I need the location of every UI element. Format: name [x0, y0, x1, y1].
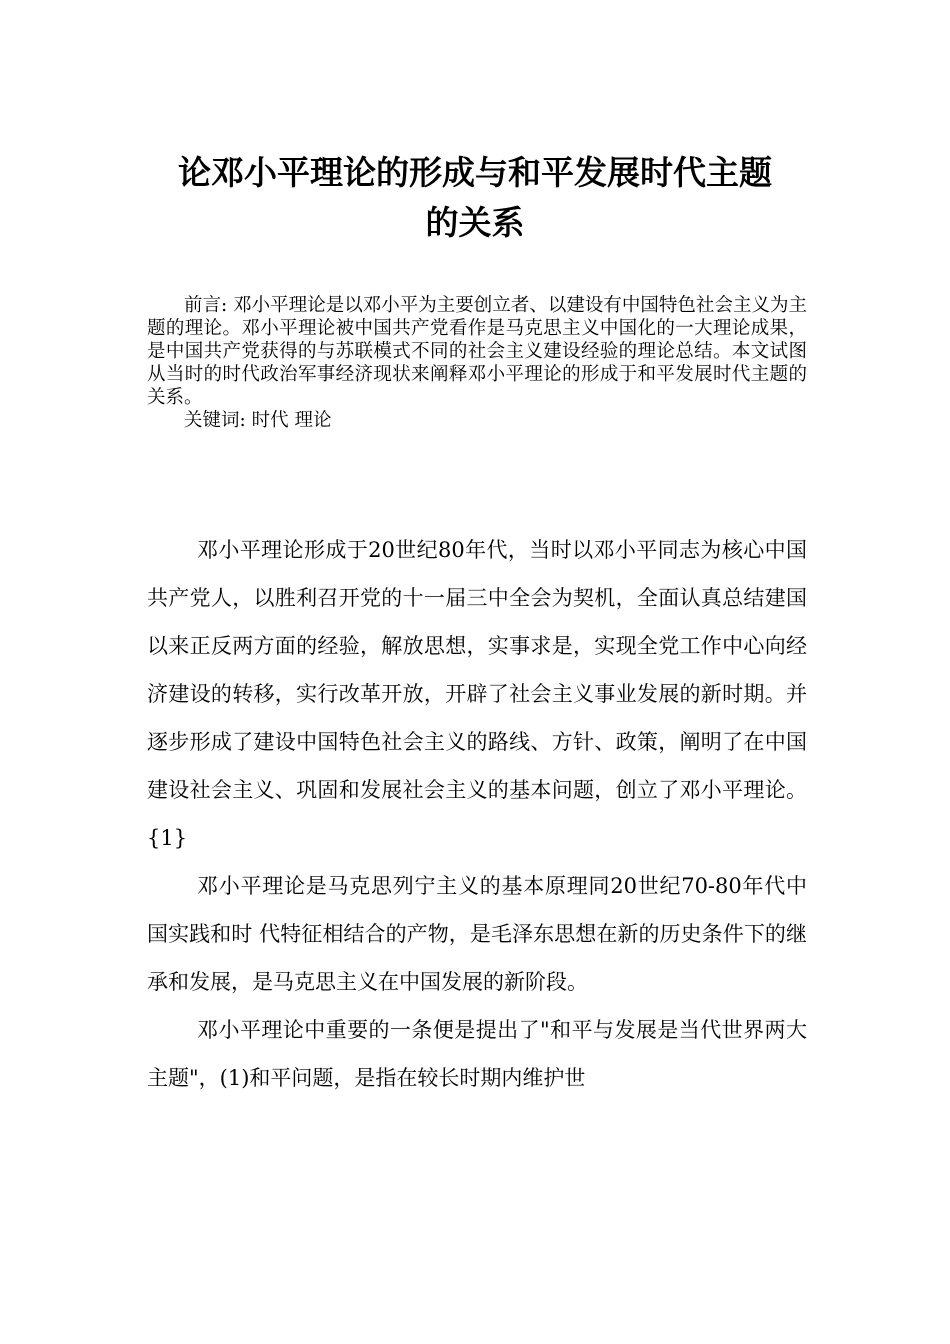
body-paragraph: 邓小平理论中重要的一条便是提出了"和平与发展是当代世界两大主题"，(1)和平问题，是指在较长时期内维护世: [147, 1018, 807, 1090]
body-text: [147, 526, 807, 1102]
abstract-text: 前言: 邓小平理论是以邓小平为主要创立者、以建设有中国特色社会主义为主题的理论。邓小平理论被中国共产党看作是马克思主义中国化的一大理论成果，是中国共产党获得的与苏联模式不同的社会主义建设经验的理论总结。本文试图从当时的时代政治军事经济现状来阐释邓小平理论的形成于和平发展时代主题的关系。: [147, 295, 807, 408]
title-line-2: 的关系: [425, 203, 525, 242]
title-line-1: 论邓小平理论的形成与和平发展时代主题: [178, 153, 772, 192]
body-paragraph: 邓小平理论是马克思列宁主义的基本原理同20世纪70-80年代中国实践和时 代特征相结合的产物，是毛泽东思想在新的历史条件下的继承和发展，是马克思主义在中国发展的新阶段。: [147, 874, 807, 994]
document-title: [140, 148, 810, 248]
body-paragraph: 邓小平理论形成于20世纪80年代，当时以邓小平同志为核心中国共产党人，以胜利召开党的十一届三中全会为契机，全面认真总结建国以来正反两方面的经验，解放思想，实事求是，实现全党工作中心向经济建设的转移，实行改革开放，开辟了社会主义事业发展的新时期。并逐步形成了建设中国特色社会主义的路线、方针、政策，阐明了在中国建设社会主义、巩固和发展社会主义的基本问题，创立了邓小平理论。{1}: [147, 538, 807, 850]
keywords-line: 关键词: 时代 理论: [184, 410, 332, 431]
abstract-section: [147, 294, 807, 432]
